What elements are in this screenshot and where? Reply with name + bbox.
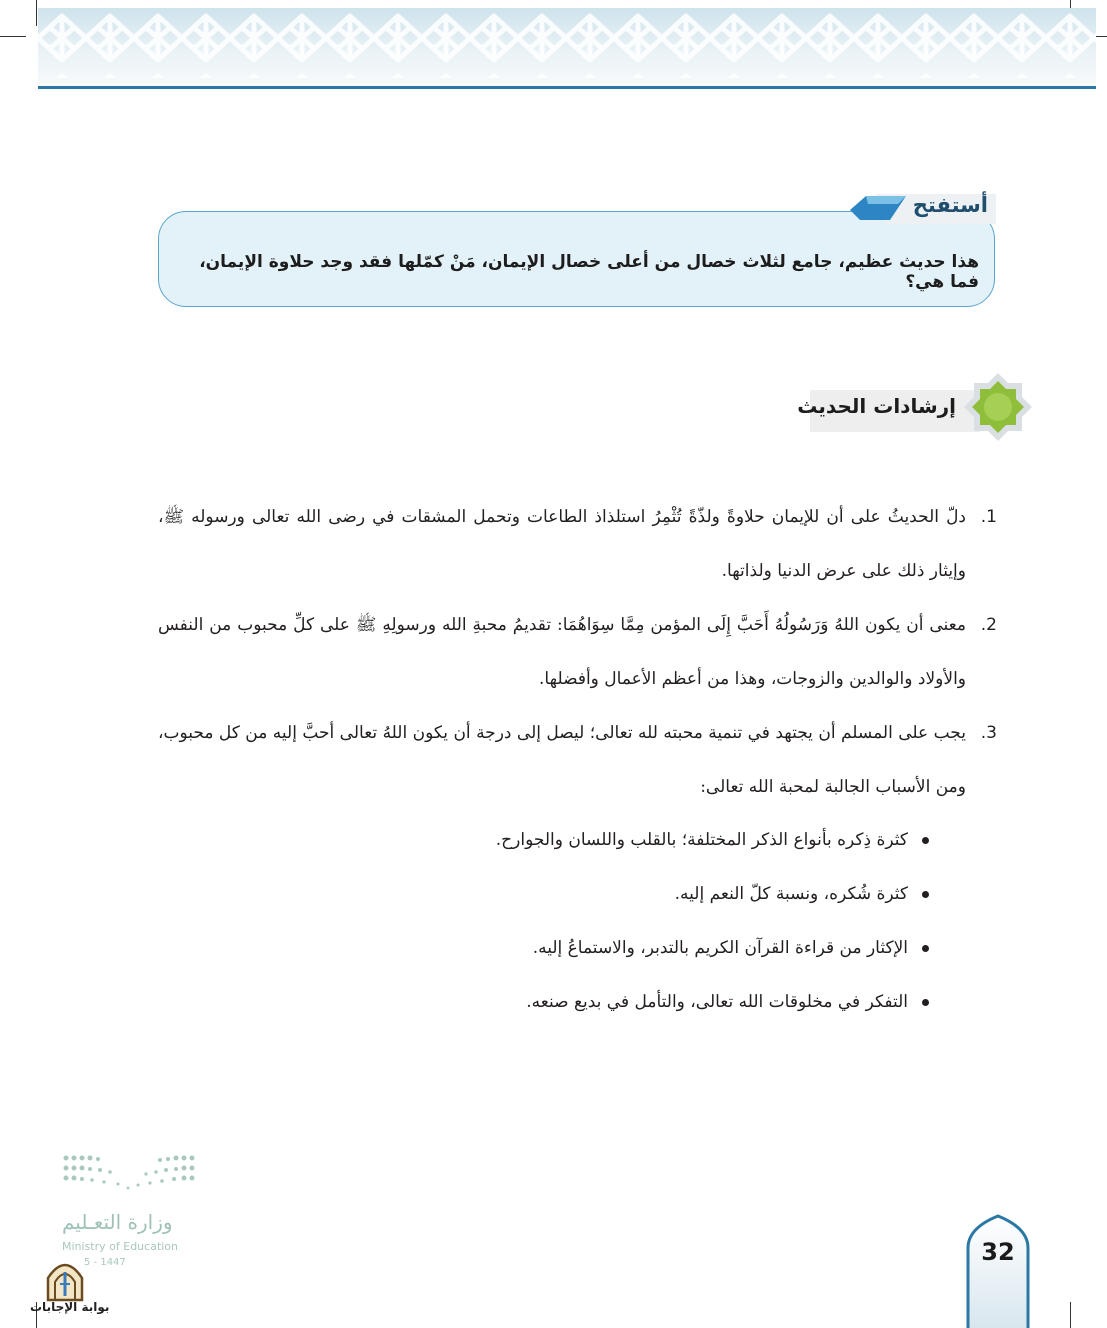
list-item: يجب على المسلم أن يجتهد في تنمية محبته لله تعالى؛ ليصل إلى درجة أن يكون اللهُ تعالى أحبَّ إليه من كل محبوب، ومن الأسباب الجالبة لمحبة الله تعالى: [158,723,966,797]
list-item: معنى أن يكون اللهُ وَرَسُولُهُ أَحَبَّ إِلَى المؤمن مِمَّا سِوَاهُمَا: تقديمُ محبةِ الله ورسولِهِ ﷺ على كلِّ محبوب من النفس والأولاد والوالدين والزوجات، وهذا من أعظم الأعمال وأفضلها. [158,615,966,689]
item-number: .1 [980,507,997,527]
page-number-tab [966,1214,1030,1328]
crop-mark [0,36,26,37]
bullet-text: الإكثار من قراءة القرآن الكريم بالتدبر، والاستماعُ إليه. [532,938,908,958]
watermark-dome-icon [42,1256,88,1302]
bullet-dot-icon [922,945,929,952]
bullet-item [496,830,929,850]
bullet-item [526,992,929,1012]
opener-text: هذا حديث عظيم، جامع لثلاث خصال من أعلى خصال الإيمان، مَنْ كمّلها فقد وجد حلاوة الإيمان، فما هي؟ [199,252,979,292]
bullet-text: كثرة ذِكره بأنواع الذكر المختلفة؛ بالقلب واللسان والجوارح. [495,830,908,850]
bullet-item [533,938,929,958]
opener-title: أستفتح [912,193,988,217]
watermark-text: بوابة الإجابات [30,1300,110,1314]
bullet-text: كثرة شُكره، ونسبة كلّ النعم إليه. [674,884,908,904]
bullet-dot-icon [922,891,929,898]
crop-mark [1070,1302,1071,1328]
bullet-dot-icon [922,837,929,844]
bullet-item [675,884,929,904]
list-item: دلّ الحديثُ على أن للإيمان حلاوةً ولذّةً تُثْمِرُ استلذاذ الطاعات وتحمل المشقات في رضى الله تعالى ورسوله ﷺ، وإيثار ذلك على عرض الدنيا ولذاتها. [158,507,966,581]
ministry-year: 5 - 1447 [84,1257,126,1268]
ministry-name-english: Ministry of Education [62,1240,179,1253]
crop-mark [36,0,37,26]
header-rule [38,86,1096,89]
section-title: إرشادات الحديث [797,394,956,418]
header-pattern-band [38,8,1096,86]
item-number: .3 [980,723,997,743]
bullet-dot-icon [922,999,929,1006]
bullet-text: التفكر في مخلوقات الله تعالى، والتأمل في بديع صنعه. [526,992,908,1012]
ministry-name-arabic: وزارة التعـليم [62,1210,173,1234]
item-number: .2 [980,615,997,635]
section-header [797,372,1032,442]
opener-tab [846,190,998,228]
page-number: 32 [981,1238,1015,1266]
